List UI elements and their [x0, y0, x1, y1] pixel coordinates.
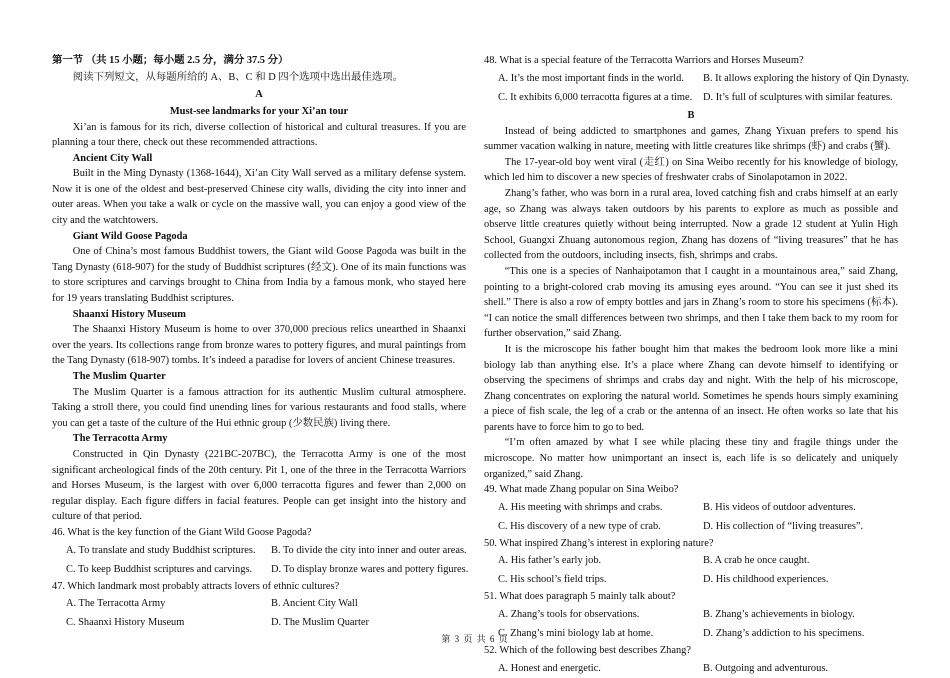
question-text: 51. What does paragraph 5 mainly talk about? [484, 591, 676, 603]
answer-option[interactable]: B. It allows exploring the history of Qin Dynasty. [703, 72, 909, 84]
answer-option[interactable]: A. Zhang’s tools for observations. [498, 609, 640, 621]
passage-title: Must-see landmarks for your Xi’an tour [169, 105, 349, 117]
question-text: 49. What made Zhang popular on Sina Weibo? [484, 484, 679, 496]
paragraph: The Muslim Quarter is a famous attraction for its authentic Muslim cultural atmosphere. Taking a stroll there, you could find unending lines for various restaurants and food stalls, where you can get a taste of the culture of the Hui ethnic group (少数民族) living there. [52, 386, 466, 429]
question-block [52, 525, 469, 579]
answer-option[interactable]: A. The Terracotta Army [66, 598, 166, 610]
question-block [52, 579, 466, 633]
paragraph: The Shaanxi History Museum is home to over 370,000 precious relics unearthed in Shaanxi over the years. Its collections range from bronze wares to pottery figures, and mural paintings from the Tang Dynasty (618-907) tombs. It’s indeed a paradise for lovers of ancient Chinese treasures. [52, 324, 466, 367]
paragraph: It is the microscope his father bought him that makes the bedroom look more like a mini biology lab than anything else. It’s a place where Zhang can devote himself to identifying or observing the specimens of shrimps and crabs day and night. With the help of his microscope, Zhang concentrates on exploring the natural world. Sometimes he spends hours simply examining a piece of fish scale, the leg of a crab or the antenna of an insect. He often works so late that his parents have to force him to go to bed. [484, 343, 898, 433]
answer-option[interactable]: B. A crab he once caught. [703, 555, 810, 567]
answer-option[interactable]: D. It’s full of sculptures with similar features. [703, 91, 893, 103]
answer-option[interactable]: A. His father’s early job. [498, 555, 602, 567]
question-block [484, 53, 909, 107]
subheading: The Terracotta Army [72, 433, 168, 445]
answer-option[interactable]: D. His collection of “living treasures”. [703, 520, 864, 532]
subheading: Giant Wild Goose Pagoda [72, 230, 188, 242]
options [52, 541, 469, 579]
answer-option[interactable]: B. Zhang’s achievements in biology. [703, 609, 855, 621]
question-text: 52. Which of the following best describes Zhang? [484, 645, 691, 657]
answer-option[interactable]: B. Ancient City Wall [271, 598, 358, 610]
question-block [484, 482, 898, 536]
options [484, 551, 898, 589]
question-text: 47. Which landmark most probably attracts lovers of ethnic cultures? [52, 580, 340, 592]
answer-option[interactable]: B. Outgoing and adventurous. [703, 662, 828, 674]
subheading: The Muslim Quarter [72, 371, 166, 382]
question-block [484, 643, 898, 678]
subheading: Ancient City Wall [72, 152, 153, 164]
answer-option[interactable]: A. Honest and energetic. [498, 662, 601, 674]
question-text: 50. What inspired Zhang’s interest in exploring nature? [484, 537, 714, 549]
paragraph: “I’m often amazed by what I see while placing these tiny and fragile things under the microscope. No matter how unimportant an insect is, each life is so delicately and uniquely organized,” said Zhang. [484, 437, 898, 480]
instructions: 阅读下列短文，从每题所给的 A、B、C 和 D 四个选项中选出最佳选项。 [72, 71, 403, 83]
paragraph: Xi’an is famous for its rich, diverse collection of historical and cultural treasures. If you are planning a tour there, check out these recommended attractions. [52, 121, 466, 149]
passage-title: A [255, 88, 263, 100]
answer-option[interactable]: B. His videos of outdoor adventures. [703, 501, 856, 513]
question-text: 46. What is the key function of the Giant Wild Goose Pagoda? [52, 526, 312, 538]
left-column [52, 53, 469, 632]
answer-option[interactable]: D. Zhang’s addiction to his specimens. [703, 628, 865, 640]
paragraph: Constructed in Qin Dynasty (221BC-207BC), the Terracotta Army is one of the most significant archeological finds of the 20th century. Pit 1, one of the three in the Terracotta Warriors and Horses Museum, is the largest with over 6,000 terracotta figures and fewer than 2,000 on regular display. Each figure differs in facial features. People can get insight into the history and culture of that period. [52, 448, 466, 523]
question-text: 48. What is a special feature of the Terracotta Warriors and Horses Museum? [484, 55, 804, 66]
answer-option[interactable]: D. To display bronze wares and pottery figures. [271, 563, 469, 575]
subheading: Shaanxi History Museum [72, 308, 186, 320]
passage-title: B [687, 109, 695, 121]
section-heading: 第一节 （共 15 小题；每小题 2.5 分，满分 37.5 分） [52, 55, 289, 66]
paragraph: Instead of being addicted to smartphones and games, Zhang Yixuan prefers to spend his summer vacation walking in nature, meeting with little creatures like shrimps (虾) and crabs (蟹). [484, 125, 898, 153]
question-block [484, 536, 898, 590]
paragraph: Built in the Ming Dynasty (1368-1644), Xi’an City Wall served as a military defense system. Now it is one of the oldest and best-preserved Chinese city walls, dividing the city into inner and outer areas. When you take a walk or cycle on the massive wall, you can enjoy a good view of the city and the watchtowers. [52, 168, 466, 227]
page-number: 第 3 页 共 6 页 [441, 634, 509, 644]
options [484, 69, 909, 107]
answer-option[interactable]: C. Zhang’s mini biology lab at home. [498, 628, 654, 640]
right-column [484, 53, 909, 678]
answer-option[interactable]: C. To keep Buddhist scriptures and carvings. [66, 563, 253, 575]
paragraph: “This one is a species of Nanhaipotamon that I caught in a mountainous area,” said Zhang, pointing to a bright-colored crab moving its amusing eyes around. “You can see it just shed its shell.” There is also a row of empty bottles and jars in Zhang’s room to store his specimens (标本). “I can notice the small differences between two shrimps, and then I take them back to my room for further observation,” said Zhang. [484, 265, 898, 340]
options [484, 659, 898, 678]
answer-option[interactable]: B. To divide the city into inner and outer areas. [271, 544, 467, 556]
options [484, 498, 898, 536]
answer-option[interactable]: C. His school’s field trips. [498, 574, 607, 586]
paragraph: The 17-year-old boy went viral (走红) on Sina Weibo recently for his knowledge of biology, which led him to discover a new species of freshwater crabs of Sinolapotamon in 2022. [484, 156, 898, 184]
options [52, 594, 466, 632]
answer-option[interactable]: D. His childhood experiences. [703, 574, 829, 586]
paragraph: One of China’s most famous Buddhist towers, the Giant wild Goose Pagoda was built in the Tang Dynasty (618-907) for the study of Buddhist scriptures (经文). One of its main functions was to store scriptures and carvings brought to China from India by a famous monk, who stayed here for 19 years translating Buddhist scriptures. [52, 246, 466, 305]
answer-option[interactable]: D. The Muslim Quarter [271, 617, 369, 629]
answer-option[interactable]: C. His discovery of a new type of crab. [498, 520, 661, 532]
answer-option[interactable]: A. To translate and study Buddhist scriptures. [66, 544, 256, 556]
paragraph: Zhang’s father, who was born in a rural area, loved catching fish and crabs himself at an early age, so Zhang was always taken outdoors by his parents to explore as much as possible and observe little creatures quietly without being interrupted. Now a grade 12 student at Yulin High School, Guangxi Zhuang autonomous region, Zhang has dozens of “living treasures” that he has collected from the outdoors, including insects, fish, shrimps and crabs. [484, 187, 898, 262]
answer-option[interactable]: C. It exhibits 6,000 terracotta figures at a time. [498, 91, 693, 103]
answer-option[interactable]: C. Shaanxi History Museum [66, 617, 185, 629]
answer-option[interactable]: A. His meeting with shrimps and crabs. [498, 501, 663, 513]
answer-option[interactable]: A. It’s the most important finds in the world. [498, 72, 684, 84]
